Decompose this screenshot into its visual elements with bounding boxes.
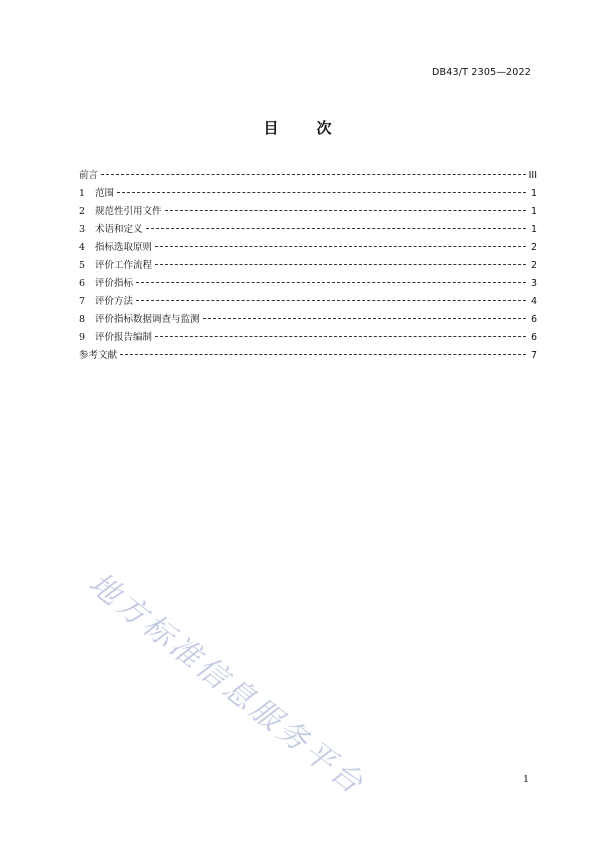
toc-page-number: 2: [530, 242, 537, 253]
title-char-1: 目: [263, 119, 279, 137]
toc-entry-1[interactable]: [79, 185, 537, 203]
toc-leader-dots: [136, 299, 526, 301]
toc-leader-dots: [155, 335, 526, 337]
table-of-contents: [79, 167, 537, 365]
toc-entry-label: 参考文献: [79, 350, 118, 361]
watermark-text: 地方标准信息服务平台: [82, 565, 372, 803]
toc-entry-7[interactable]: [79, 293, 537, 311]
toc-section-number: 5: [79, 260, 86, 271]
toc-leader-dots: [101, 173, 526, 175]
toc-page-number: 4: [530, 296, 537, 307]
toc-page-number: 2: [530, 260, 537, 271]
toc-entry-9[interactable]: [79, 329, 537, 347]
toc-section-number: 8: [79, 314, 86, 325]
toc-entry-label: 评价指标数据调查与监测: [95, 314, 200, 325]
title-char-2: 次: [316, 119, 332, 137]
toc-leader-dots: [146, 227, 526, 229]
toc-entry-label: 评价方法: [95, 296, 134, 307]
toc-page-number: 7: [530, 350, 537, 361]
toc-page-number: 1: [530, 188, 537, 199]
toc-section-number: 3: [79, 224, 86, 235]
toc-section-number: 7: [79, 296, 86, 307]
toc-page-number: 1: [530, 206, 537, 217]
toc-leader-dots: [136, 281, 526, 283]
toc-entry-2[interactable]: [79, 203, 537, 221]
toc-page-number: 6: [530, 332, 537, 343]
toc-section-number: 4: [79, 242, 86, 253]
page-title: [0, 117, 595, 138]
toc-page-number: 3: [530, 278, 537, 289]
toc-entry-5[interactable]: [79, 257, 537, 275]
toc-entry-label: 评价报告编制: [95, 332, 153, 343]
toc-leader-dots: [117, 191, 526, 193]
toc-entry-label: 术语和定义: [95, 224, 143, 235]
toc-leader-dots: [203, 317, 526, 319]
toc-page-number: 6: [530, 314, 537, 325]
toc-page-number: 1: [530, 224, 537, 235]
toc-entry-foreword[interactable]: [79, 167, 537, 185]
toc-section-number: 1: [79, 188, 86, 199]
footer-page-number: 1: [522, 774, 529, 785]
toc-entry-6[interactable]: [79, 275, 537, 293]
toc-entry-label: 指标选取原则: [95, 242, 153, 253]
toc-leader-dots: [165, 209, 526, 211]
toc-section-number: 9: [79, 332, 86, 343]
toc-leader-dots: [155, 245, 526, 247]
toc-page-number: III: [528, 170, 537, 181]
toc-entry-label: 评价指标: [95, 278, 134, 289]
toc-entry-label: 规范性引用文件: [95, 206, 162, 217]
toc-leader-dots: [155, 263, 526, 265]
toc-entry-3[interactable]: [79, 221, 537, 239]
toc-entry-8[interactable]: [79, 311, 537, 329]
toc-leader-dots: [120, 353, 526, 355]
toc-entry-label: 范围: [95, 188, 115, 199]
toc-entry-references[interactable]: [79, 347, 537, 365]
toc-section-number: 2: [79, 206, 86, 217]
toc-section-number: 6: [79, 278, 86, 289]
toc-entry-label: 前言: [79, 170, 99, 181]
document-code: DB43/T 2305—2022: [432, 67, 531, 78]
toc-entry-label: 评价工作流程: [95, 260, 153, 271]
toc-entry-4[interactable]: [79, 239, 537, 257]
